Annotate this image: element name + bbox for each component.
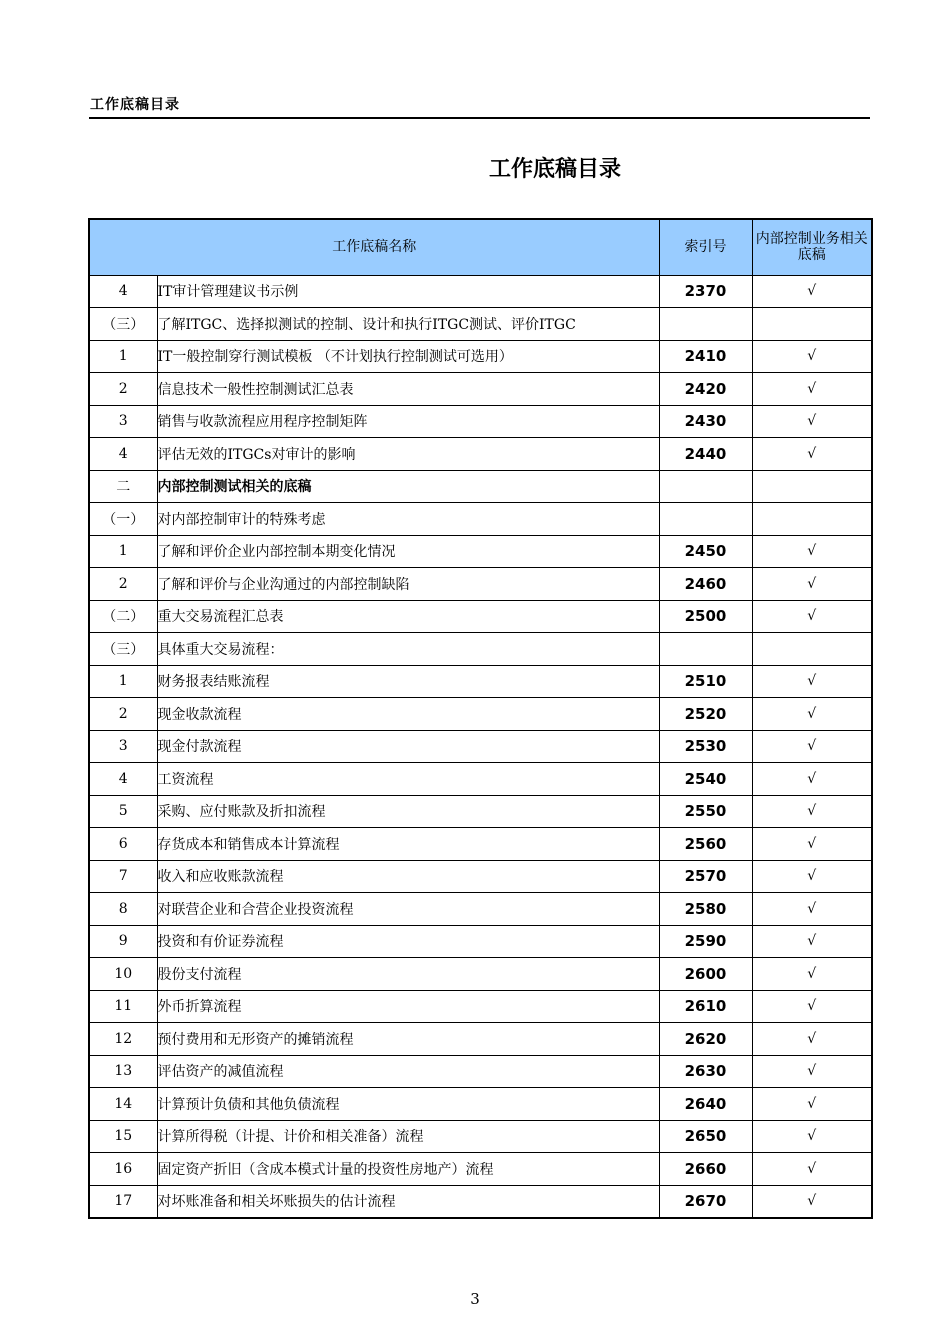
row-number: 3 <box>89 730 157 763</box>
row-number: 1 <box>89 665 157 698</box>
row-number: 12 <box>89 1023 157 1056</box>
row-number: （二） <box>89 600 157 633</box>
table-row <box>89 795 872 828</box>
row-check: √ <box>752 763 872 796</box>
row-index: 2510 <box>659 665 752 698</box>
page-title: 工作底稿目录 <box>488 157 621 182</box>
running-header: 工作底稿目录 <box>90 97 180 113</box>
row-name: 外币折算流程 <box>157 990 659 1023</box>
row-number: 16 <box>89 1153 157 1186</box>
row-index: 2530 <box>659 730 752 763</box>
table-row <box>89 633 872 666</box>
row-name: 股份支付流程 <box>157 958 659 991</box>
row-index: 2570 <box>659 860 752 893</box>
row-name: 收入和应收账款流程 <box>157 860 659 893</box>
row-name: 投资和有价证券流程 <box>157 925 659 958</box>
table-row <box>89 275 872 308</box>
row-number: 4 <box>89 275 157 308</box>
row-number: 2 <box>89 698 157 731</box>
table-row <box>89 535 872 568</box>
row-name: 财务报表结账流程 <box>157 665 659 698</box>
row-index: 2640 <box>659 1088 752 1121</box>
table-row <box>89 1023 872 1056</box>
row-number: 3 <box>89 405 157 438</box>
row-index: 2620 <box>659 1023 752 1056</box>
row-name: 预付费用和无形资产的摊销流程 <box>157 1023 659 1056</box>
row-name: 工资流程 <box>157 763 659 796</box>
table-row <box>89 438 872 471</box>
table-row <box>89 405 872 438</box>
row-number: 9 <box>89 925 157 958</box>
row-number: 7 <box>89 860 157 893</box>
row-name: 销售与收款流程应用程序控制矩阵 <box>157 405 659 438</box>
row-name: 信息技术一般性控制测试汇总表 <box>157 373 659 406</box>
table-row <box>89 1120 872 1153</box>
row-check: √ <box>752 860 872 893</box>
row-check: √ <box>752 1055 872 1088</box>
row-name: 现金付款流程 <box>157 730 659 763</box>
table-row <box>89 470 872 503</box>
row-name: 了解ITGC、选择拟测试的控制、设计和执行ITGC测试、评价ITGC <box>157 308 659 341</box>
table-row <box>89 958 872 991</box>
row-index: 2660 <box>659 1153 752 1186</box>
table-row <box>89 373 872 406</box>
row-check: √ <box>752 438 872 471</box>
table-row <box>89 763 872 796</box>
row-check: √ <box>752 600 872 633</box>
row-check: √ <box>752 568 872 601</box>
row-number: 4 <box>89 763 157 796</box>
row-check: √ <box>752 1153 872 1186</box>
row-number: 6 <box>89 828 157 861</box>
row-index: 2370 <box>659 275 752 308</box>
row-index: 2580 <box>659 893 752 926</box>
row-check: √ <box>752 275 872 308</box>
row-name: 计算所得税（计提、计价和相关准备）流程 <box>157 1120 659 1153</box>
row-number: 14 <box>89 1088 157 1121</box>
row-index: 2670 <box>659 1185 752 1218</box>
table-row <box>89 1055 872 1088</box>
row-check: √ <box>752 990 872 1023</box>
table-row <box>89 730 872 763</box>
header-index: 索引号 <box>659 219 752 275</box>
row-number: 10 <box>89 958 157 991</box>
workpaper-index-table <box>88 218 873 1219</box>
table-row <box>89 990 872 1023</box>
table-row <box>89 828 872 861</box>
table-row <box>89 860 872 893</box>
row-check: √ <box>752 958 872 991</box>
table-row <box>89 568 872 601</box>
row-check: √ <box>752 698 872 731</box>
row-check: √ <box>752 665 872 698</box>
table-row <box>89 503 872 536</box>
row-name: 固定资产折旧（含成本模式计量的投资性房地产）流程 <box>157 1153 659 1186</box>
row-name: 现金收款流程 <box>157 698 659 731</box>
row-number: 1 <box>89 340 157 373</box>
row-check <box>752 470 872 503</box>
row-check: √ <box>752 535 872 568</box>
row-number: 8 <box>89 893 157 926</box>
row-name: IT一般控制穿行测试模板 （不计划执行控制测试可选用） <box>157 340 659 373</box>
row-index <box>659 633 752 666</box>
row-index: 2540 <box>659 763 752 796</box>
row-number: 2 <box>89 373 157 406</box>
row-name: 对联营企业和合营企业投资流程 <box>157 893 659 926</box>
row-name: 对内部控制审计的特殊考虑 <box>157 503 659 536</box>
table-row <box>89 925 872 958</box>
table-row <box>89 665 872 698</box>
row-index: 2610 <box>659 990 752 1023</box>
row-name: 具体重大交易流程： <box>157 633 659 666</box>
row-index: 2500 <box>659 600 752 633</box>
row-check: √ <box>752 340 872 373</box>
row-check: √ <box>752 925 872 958</box>
page-number: 3 <box>470 1290 480 1308</box>
row-name: 重大交易流程汇总表 <box>157 600 659 633</box>
table-row <box>89 1153 872 1186</box>
table-row <box>89 893 872 926</box>
row-number: 17 <box>89 1185 157 1218</box>
row-name: 了解和评价企业内部控制本期变化情况 <box>157 535 659 568</box>
row-check: √ <box>752 1120 872 1153</box>
table-row <box>89 600 872 633</box>
row-name: 评估资产的减值流程 <box>157 1055 659 1088</box>
row-number: （一） <box>89 503 157 536</box>
row-index: 2420 <box>659 373 752 406</box>
row-index: 2550 <box>659 795 752 828</box>
row-index: 2430 <box>659 405 752 438</box>
header-related: 内部控制业务相关底稿 <box>752 219 872 275</box>
table-row <box>89 308 872 341</box>
row-index: 2410 <box>659 340 752 373</box>
row-index: 2440 <box>659 438 752 471</box>
row-check: √ <box>752 1088 872 1121</box>
row-index: 2460 <box>659 568 752 601</box>
table-row <box>89 1088 872 1121</box>
row-name: 评估无效的ITGCs对审计的影响 <box>157 438 659 471</box>
row-check: √ <box>752 828 872 861</box>
row-name: 计算预计负债和其他负债流程 <box>157 1088 659 1121</box>
row-check: √ <box>752 405 872 438</box>
row-name: 内部控制测试相关的底稿 <box>157 470 659 503</box>
row-name: IT审计管理建议书示例 <box>157 275 659 308</box>
row-check <box>752 308 872 341</box>
row-index: 2450 <box>659 535 752 568</box>
row-number: （三） <box>89 308 157 341</box>
row-number: 1 <box>89 535 157 568</box>
row-index: 2560 <box>659 828 752 861</box>
row-number: 13 <box>89 1055 157 1088</box>
row-number: 15 <box>89 1120 157 1153</box>
row-check: √ <box>752 795 872 828</box>
row-check <box>752 633 872 666</box>
table-header-row <box>89 219 872 275</box>
row-name: 了解和评价与企业沟通过的内部控制缺陷 <box>157 568 659 601</box>
header-divider <box>89 117 870 119</box>
row-index: 2630 <box>659 1055 752 1088</box>
table-row <box>89 340 872 373</box>
row-check: √ <box>752 373 872 406</box>
row-index: 2590 <box>659 925 752 958</box>
row-name: 对坏账准备和相关坏账损失的估计流程 <box>157 1185 659 1218</box>
row-index <box>659 470 752 503</box>
row-check: √ <box>752 1185 872 1218</box>
row-index: 2600 <box>659 958 752 991</box>
row-name: 存货成本和销售成本计算流程 <box>157 828 659 861</box>
row-number: 2 <box>89 568 157 601</box>
header-name: 工作底稿名称 <box>89 219 659 275</box>
row-number: 二 <box>89 470 157 503</box>
row-index: 2650 <box>659 1120 752 1153</box>
row-index <box>659 308 752 341</box>
table-row <box>89 698 872 731</box>
row-index: 2520 <box>659 698 752 731</box>
row-index <box>659 503 752 536</box>
row-check: √ <box>752 730 872 763</box>
row-number: （三） <box>89 633 157 666</box>
row-name: 采购、应付账款及折扣流程 <box>157 795 659 828</box>
table-row <box>89 1185 872 1218</box>
row-check: √ <box>752 893 872 926</box>
row-number: 5 <box>89 795 157 828</box>
row-number: 4 <box>89 438 157 471</box>
row-number: 11 <box>89 990 157 1023</box>
row-check: √ <box>752 1023 872 1056</box>
row-check <box>752 503 872 536</box>
